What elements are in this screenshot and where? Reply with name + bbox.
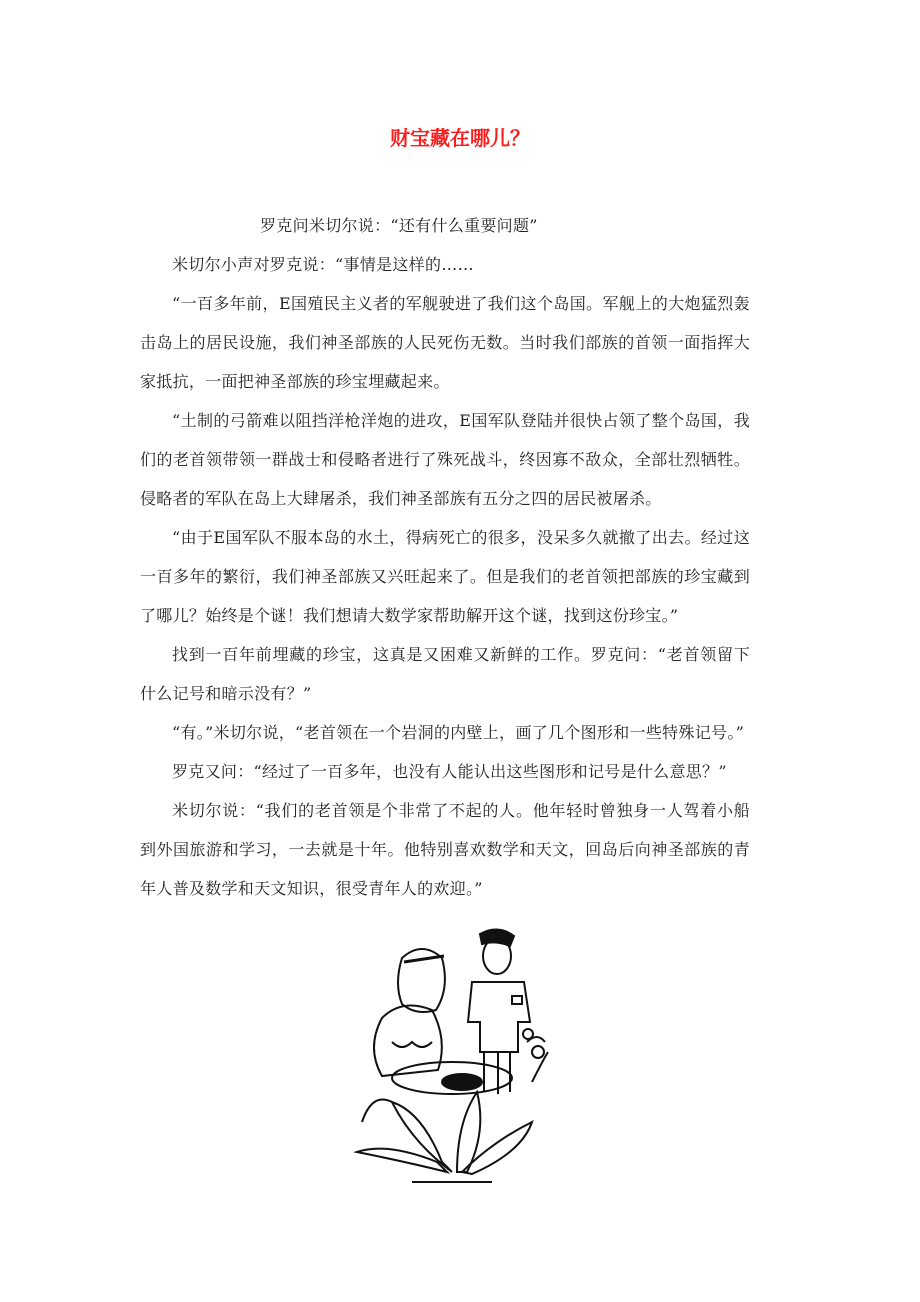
paragraph: 米切尔小声对罗克说：“事情是这样的…… bbox=[172, 255, 474, 274]
paragraph: “土制的弓箭难以阻挡洋枪洋炮的进攻，E国军队登陆并很快占领了整个岛国，我们的老首领带领一群战士和侵略者进行了殊死战斗，终因寡不敌众，全部壮烈牺牲。侵略者的军队在岛上大肆屠杀，我们神圣部族有五分之四的居民被屠杀。 bbox=[140, 411, 750, 508]
illustration-two-figures bbox=[352, 922, 552, 1188]
paragraph: “有。”米切尔说，“老首领在一个岩洞的内壁上，画了几个图形和一些特殊记号。” bbox=[172, 723, 745, 742]
paragraph: 罗克又问：“经过了一百多年，也没有人能认出这些图形和记号是什么意思？” bbox=[172, 762, 727, 781]
document-body bbox=[140, 206, 750, 908]
paragraph: “由于E国军队不服本岛的水土，得病死亡的很多，没呆多久就撤了出去。经过这一百多年的繁衍，我们神圣部族又兴旺起来了。但是我们的老首领把部族的珍宝藏到了哪儿？始终是个谜！我们想请大数学家帮助解开这个谜，找到这份珍宝。” bbox=[140, 528, 750, 625]
paragraph: 罗克问米切尔说：“还有什么重要问题” bbox=[260, 216, 538, 235]
document-title: 财宝藏在哪儿？ bbox=[390, 126, 530, 150]
paragraph: 找到一百年前埋藏的珍宝，这真是又困难又新鲜的工作。罗克问：“老首领留下什么记号和暗示没有？” bbox=[140, 645, 750, 703]
paragraph: 米切尔说：“我们的老首领是个非常了不起的人。他年轻时曾独身一人驾着小船到外国旅游和学习，一去就是十年。他特别喜欢数学和天文，回岛后向神圣部族的青年人普及数学和天文知识，很受青年人的欢迎。” bbox=[140, 801, 750, 898]
paragraph: “一百多年前，E国殖民主义者的军舰驶进了我们这个岛国。军舰上的大炮猛烈轰击岛上的居民设施，我们神圣部族的人民死伤无数。当时我们部族的首领一面指挥大家抵抗，一面把神圣部族的珍宝埋藏起来。 bbox=[140, 294, 750, 391]
